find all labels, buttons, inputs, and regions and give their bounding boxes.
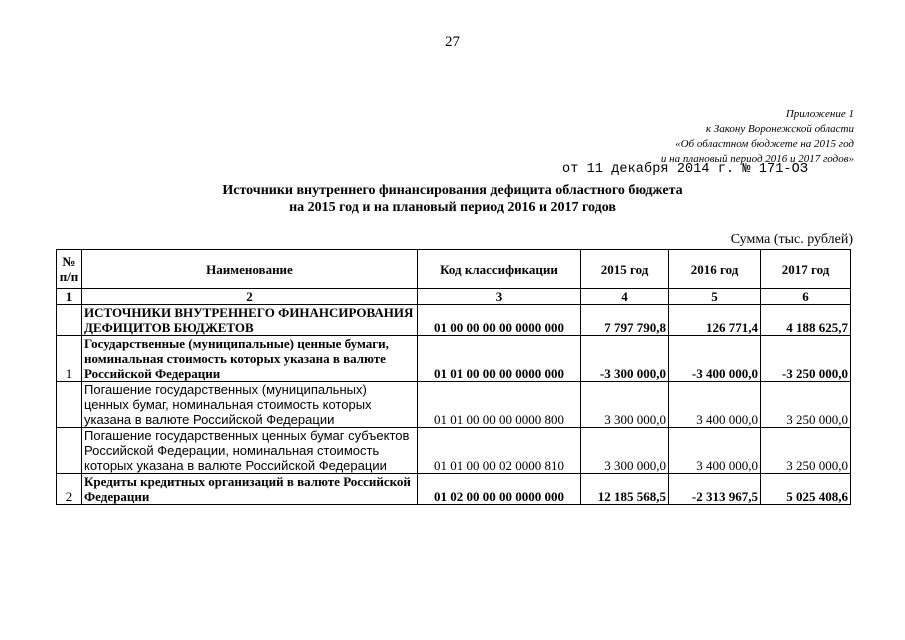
column-index: 5 — [669, 289, 761, 305]
column-index: 6 — [761, 289, 851, 305]
document-title — [0, 182, 905, 216]
table-row — [57, 305, 851, 336]
row-value-2015: 3 300 000,0 — [581, 382, 669, 428]
appendix-line: к Закону Воронежской области — [705, 123, 854, 135]
row-value-2015: 3 300 000,0 — [581, 428, 669, 474]
header-code: Код классификации — [418, 250, 581, 289]
row-number: 2 — [57, 474, 82, 505]
row-value-2017: 3 250 000,0 — [761, 382, 851, 428]
header-2016: 2016 год — [669, 250, 761, 289]
table-row — [57, 382, 851, 428]
column-index: 1 — [57, 289, 82, 305]
row-value-2017: 5 025 408,6 — [761, 474, 851, 505]
row-code: 01 01 00 00 02 0000 810 — [418, 428, 581, 474]
row-value-2016: 3 400 000,0 — [669, 428, 761, 474]
row-name: Кредиты кредитных организаций в валюте Российской Федерации — [82, 474, 418, 505]
header-no: № п/п — [57, 250, 82, 289]
column-index-row — [57, 289, 851, 305]
row-number: 1 — [57, 336, 82, 382]
page-number: 27 — [445, 34, 460, 50]
appendix-line: «Об областном бюджете на 2015 год — [675, 138, 854, 150]
row-value-2015: 7 797 790,8 — [581, 305, 669, 336]
table-header-row — [57, 250, 851, 289]
header-name: Наименование — [82, 250, 418, 289]
row-name: Погашение государственных (муниципальных) ценных бумаг, номинальная стоимость которых указана в валюте Российской Федерации — [82, 382, 418, 428]
row-value-2017: -3 250 000,0 — [761, 336, 851, 382]
row-code: 01 01 00 00 00 0000 000 — [418, 336, 581, 382]
row-value-2016: -2 313 967,5 — [669, 474, 761, 505]
budget-table — [56, 249, 851, 505]
row-value-2017: 4 188 625,7 — [761, 305, 851, 336]
sum-unit-label: Сумма (тыс. рублей) — [730, 232, 853, 247]
row-number — [57, 305, 82, 336]
title-line: на 2015 год и на плановый период 2016 и 2017 годов — [289, 200, 616, 215]
row-value-2017: 3 250 000,0 — [761, 428, 851, 474]
header-2017: 2017 год — [761, 250, 851, 289]
column-index: 4 — [581, 289, 669, 305]
row-value-2016: -3 400 000,0 — [669, 336, 761, 382]
column-index: 3 — [418, 289, 581, 305]
row-code: 01 02 00 00 00 0000 000 — [418, 474, 581, 505]
appendix-block — [661, 107, 854, 167]
row-value-2016: 126 771,4 — [669, 305, 761, 336]
column-index: 2 — [82, 289, 418, 305]
row-code: 01 00 00 00 00 0000 000 — [418, 305, 581, 336]
table-row — [57, 336, 851, 382]
table-row — [57, 428, 851, 474]
row-name: Государственные (муниципальные) ценные бумаги, номинальная стоимость которых указана в валюте Российской Федерации — [82, 336, 418, 382]
appendix-line: и на плановый период 2016 и 2017 годов» — [660, 153, 854, 165]
appendix-line: Приложение 1 — [785, 108, 854, 120]
row-name: Погашение государственных ценных бумаг субъектов Российской Федерации, номинальная стоимость которых указана в валюте Российской Федерации — [82, 428, 418, 474]
row-number — [57, 382, 82, 428]
row-value-2015: 12 185 568,5 — [581, 474, 669, 505]
table-row — [57, 474, 851, 505]
law-date-stamp: от 11 декабря 2014 г. № 171-ОЗ — [562, 162, 809, 177]
row-number — [57, 428, 82, 474]
header-2015: 2015 год — [581, 250, 669, 289]
title-line: Источники внутреннего финансирования дефицита областного бюджета — [222, 183, 683, 198]
row-value-2016: 3 400 000,0 — [669, 382, 761, 428]
row-value-2015: -3 300 000,0 — [581, 336, 669, 382]
row-name: ИСТОЧНИКИ ВНУТРЕННЕГО ФИНАНСИРОВАНИЯ ДЕФИЦИТОВ БЮДЖЕТОВ — [82, 305, 418, 336]
row-code: 01 01 00 00 00 0000 800 — [418, 382, 581, 428]
